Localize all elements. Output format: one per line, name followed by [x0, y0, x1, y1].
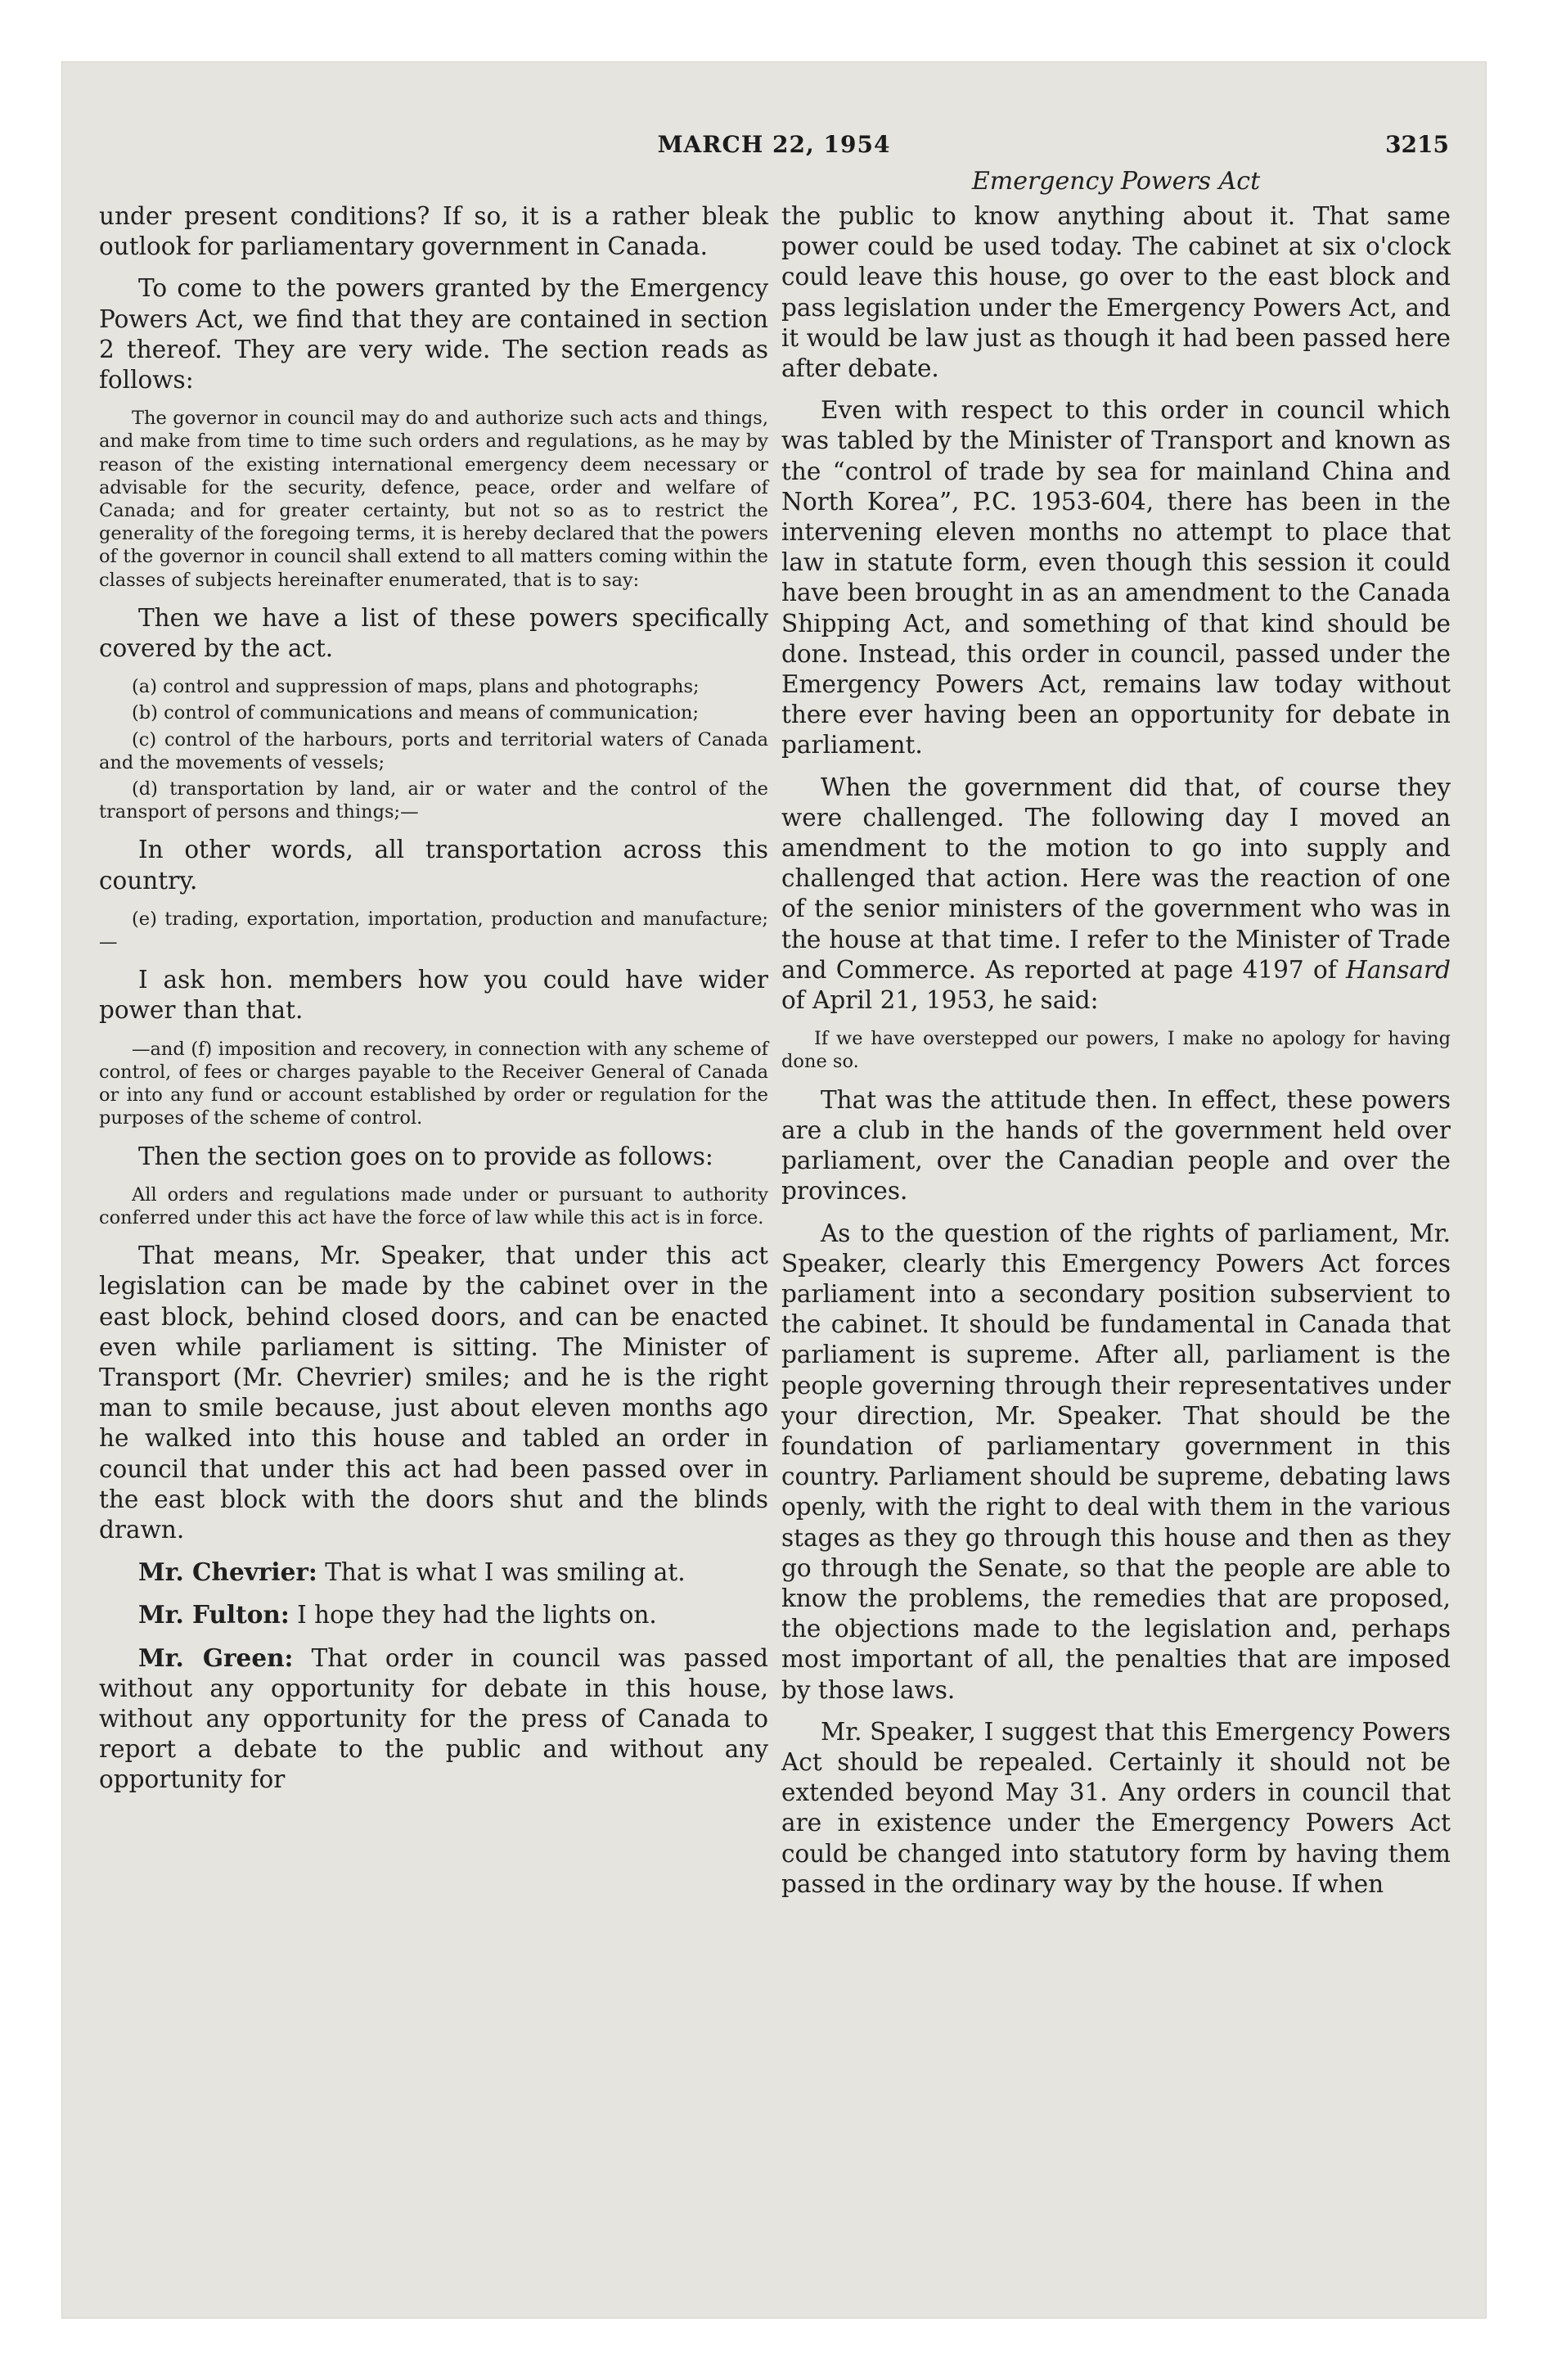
hansard-citation: Hansard: [1345, 955, 1451, 984]
quoted-statement: If we have overstepped our powers, I make no apology for having done so.: [781, 1028, 1451, 1073]
paragraph: That means, Mr. Speaker, that under this act legislation can be made by the cabinet over in the east block, behind closed doors, and can be enacted even while parliament is sitting. The Minister of Transport (Mr. Chevrier) smiles; and he is the right man to smile because, just about eleven months ago he walked into this house and tabled an order in council that under this act had been passed over in the east block with the doors shut and the blinds drawn.: [99, 1242, 768, 1544]
header-date: MARCH 22, 1954: [657, 131, 891, 158]
paragraph-text: When the government did that, of course they were challenged. The following day I moved an amendment to the motion to go into supply and challenged that action. Here was the reaction of one of the senior ministers of the government who was in the house at that time. I refer to the Minister of Trade and Commerce. As reported at page 4197 of: [781, 773, 1451, 984]
paragraph: Then we have a list of these powers specifically covered by the act.: [99, 603, 768, 663]
quoted-statute: All orders and regulations made under or pursuant to authority conferred under this act have the force of law while this act is in force.: [99, 1183, 768, 1228]
paragraph: Even with respect to this order in council which was tabled by the Minister of Transport and known as the “control of trade by sea for mainland China and North Korea”, P.C. 1953-604, there has been in the intervening eleven months no attempt to place that law in statute form, even though this session it could have been brought in as an amendment to the Canada Shipping Act, and something of that kind should be done. Instead, this order in council, passed under the Emergency Powers Act, remains law today without there ever having been an opportunity for debate in parliament.: [781, 396, 1451, 760]
paragraph: I ask hon. members how you could have wider power than that.: [99, 966, 768, 1025]
speaker-name: Mr. Chevrier:: [138, 1557, 317, 1587]
paragraph: In other words, all transportation across this country.: [99, 836, 768, 895]
section-subject: Emergency Powers Act: [971, 167, 1261, 196]
statute-clause-a: (a) control and suppression of maps, plans and photographs;: [132, 676, 700, 698]
paragraph: Then the section goes on to provide as follows:: [138, 1142, 713, 1170]
paragraph: As to the question of the rights of parliament, Mr. Speaker, clearly this Emergency Powers Act forces parliament into a secondary position subservient to the cabinet. It should be fundamental in Canada that parliament is supreme. After all, parliament is the people governing through their representatives under your direction, Mr. Speaker. That should be the foundation of parliamentary government in this country. Parliament should be supreme, debating laws openly, with the right to deal with them in the various stages as they go through this house and then as they go through the Senate, so that the people are able to know the problems, the remedies that are proposed, the objections made to the legislation and, perhaps most important of all, the penalties that are imposed by those laws.: [781, 1219, 1451, 1704]
paragraph: [781, 773, 1451, 1016]
quoted-statute: The governor in council may do and authorize such acts and things, and make from time to time such orders and regulations, as he may by reason of the existing international emergency deem necessary or advisable for the security, defence, peace, order and welfare of Canada; and for greater certainty, but not so as to restrict the generality of the foregoing terms, it is hereby declared that the powers of the governor in council shall extend to all matters coming within the classes of subjects hereinafter enumerated, that is to say:: [99, 408, 768, 591]
speaker-name: Mr. Green:: [138, 1643, 294, 1672]
paragraph: That was the attitude then. In effect, these powers are a club in the hands of the government held over parliament, over the Canadian people and over the provinces.: [781, 1085, 1451, 1206]
speaker-name: Mr. Fulton:: [138, 1600, 290, 1629]
statute-clause-d: (d) transportation by land, air or water and the control of the transport of persons and things;—: [99, 778, 768, 823]
paragraph: the public to know anything about it. That same power could be used today. The cabinet at six o'clock could leave this house, go over to the east block and pass legislation under the Emergency Powers Act, and it would be law just as though it had been passed here after debate.: [781, 202, 1451, 383]
paragraph: To come to the powers granted by the Emergency Powers Act, we find that they are contained in section 2 thereof. They are very wide. The section reads as follows:: [99, 274, 768, 394]
statute-clause-c: (c) control of the harbours, ports and territorial waters of Canada and the movements of vessels;: [99, 728, 768, 773]
speaker-line: [99, 1599, 768, 1630]
statute-clause-e: (e) trading, exportation, importation, production and manufacture;—: [99, 908, 768, 953]
paragraph: Mr. Speaker, I suggest that this Emergency Powers Act should be repealed. Certainly it should not be extended beyond May 31. Any orders in council that are in existence under the Emergency Powers Act could be changed into statutory form by having them passed in the ordinary way by the house. If when: [781, 1717, 1451, 1898]
left-column: [99, 201, 768, 1807]
running-header: [99, 131, 1449, 164]
page-number: 3215: [1385, 131, 1449, 158]
paragraph: under present conditions? If so, it is a rather bleak outlook for parliamentary government in Canada.: [99, 202, 768, 261]
speaker-line: [99, 1643, 768, 1796]
right-column: [781, 201, 1451, 1911]
statute-clause-b: (b) control of communications and means of communication;: [132, 702, 700, 724]
speaker-text: I hope they had the lights on.: [289, 1601, 657, 1629]
speaker-text: That is what I was smiling at.: [317, 1558, 686, 1587]
paragraph-text: of April 21, 1953, he said:: [781, 986, 1099, 1015]
speaker-text: That order in council was passed without any opportunity for debate in this house, without any opportunity for the press of Canada to report a debate to the public and without any opportunity for: [99, 1643, 769, 1794]
statute-clause-f: —and (f) imposition and recovery, in connection with any scheme of control, of fees or charges payable to the Receiver General of Canada or into any fund or account established by order or regulation for the purposes of the scheme of control.: [99, 1038, 768, 1129]
speaker-line: [99, 1557, 768, 1588]
